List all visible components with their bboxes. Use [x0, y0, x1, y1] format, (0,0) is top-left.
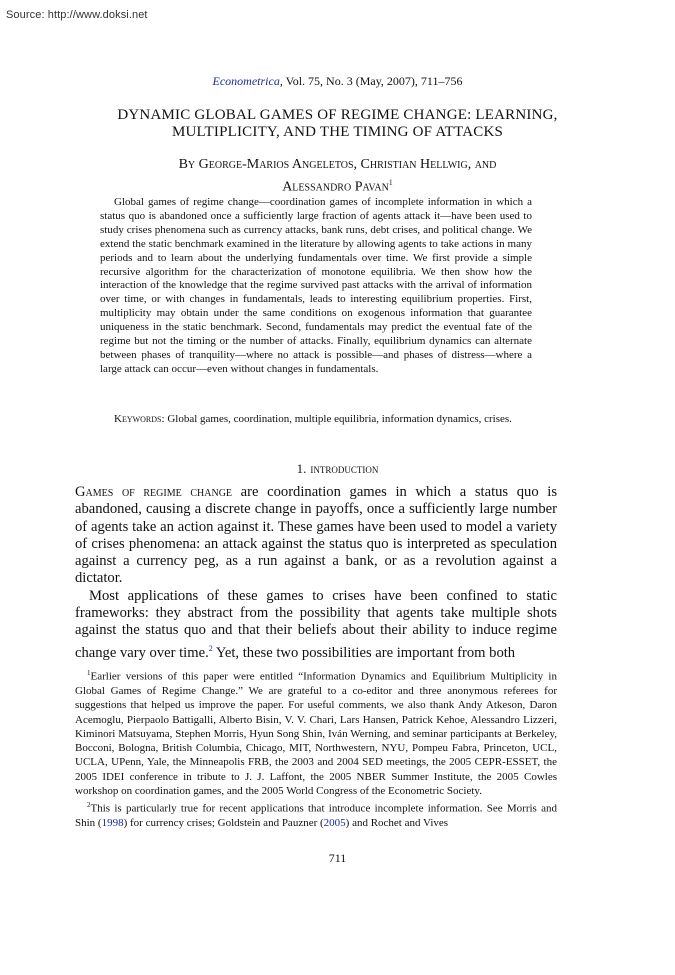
journal-citation [0, 74, 675, 89]
title-line-1: DYNAMIC GLOBAL GAMES OF REGIME CHANGE: LEARNING, [117, 107, 558, 123]
keywords-text: Global games, coordination, multiple equilibria, information dynamics, crises. [164, 413, 512, 425]
paper-title [60, 107, 615, 141]
footnote-2 [75, 798, 557, 830]
section-number: 1. [296, 461, 307, 476]
body-text [75, 484, 557, 662]
paragraph-2-text-a: Most applications of these games to crises have been confined to static frameworks: they abstract from the possibility that agents take multiple shots against the status quo and that their beliefs about their ability to induce regime change vary over time. [75, 587, 557, 661]
keywords-label: Keywords: [114, 413, 165, 425]
paragraph-2-text-b: Yet, these two possibilities are important from both [212, 644, 516, 661]
footnote-2-link[interactable]: 2 [208, 643, 213, 653]
footnote-2-text-a: This is particularly true for recent applications that introduce incomplete information. See Morris and Shin ( [75, 802, 557, 830]
footnote-1 [75, 666, 557, 798]
body-paragraph-1 [75, 484, 557, 588]
journal-volume-info: , Vol. 75, No. 3 (May, 2007), 711–756 [279, 74, 463, 88]
abstract: Global games of regime change—coordination games of incomplete information in which a status quo is abandoned once a sufficiently large fraction of agents attack it—have been used to study crises phenomena such as currency attacks, bank runs, debt crises, and political change. We extend the static benchmark examined in the literature by allowing agents to take actions in many periods and to learn about the underlying fundamentals over time. We first provide a simple recursive algorithm for the characterization of monotone equilibria. We then show how the interaction of the knowledge that the regime survived past attacks with the arrival of information over time, or with changes in fundamentals, leads to interesting equilibrium properties. First, multiplicity may obtain under the same conditions on exogenous information that guarantee uniqueness in the static benchmark. Second, fundamentals may predict the eventual fate of the regime but not the timing or the number of attacks. Finally, equilibrium dynamics can alternate between phases of tranquility—where no attack is possible—and phases of distress—where a large attack can occur—even without changes in fundamentals. [100, 196, 532, 375]
citation-link-2005[interactable]: 2005 [323, 817, 346, 830]
author-footnote-link[interactable]: 1 [388, 178, 393, 187]
title-line-2: MULTIPLICITY, AND THE TIMING OF ATTACKS [171, 124, 504, 140]
journal-name-link[interactable]: Econometrica [212, 74, 280, 88]
authors-line-2-wrap [80, 174, 595, 197]
footnote-1-text: Earlier versions of this paper were entitled “Information Dynamics and Equilibrium Multiplicity in Global Games of Regime Change.” We are grateful to a co-editor and three anonymous referees for suggestions that helped us improve the paper. For useful comments, we also thank Andy Atkeson, Daron Acemoglu, Pierpaolo Battigalli, Alberto Bisin, V. V. Chari, Lars Hansen, Patrick Kehoe, Alessandro Lizzeri, Kiminori Matsuyama, Stephen Morris, Hyun Song Shin, Iván Werning, and seminar participants at Berkeley, Bocconi, Bologna, British Columbia, Chicago, MIT, Northwestern, NYU, Pompeu Fabra, Princeton, UCL, UCLA, UPenn, Yale, the Minneapolis FRB, the 2003 and 2004 SED meetings, the 2005 CEPR-ESSET, the 2005 IDEI conference in tribute to J. J. Laffont, the 2005 NBER Summer Institute, the 2005 Cowles workshop on coordination games, and the 2005 World Congress of the Econometric Society. [75, 670, 557, 798]
paragraph-1-text: are coordination games in which a status quo is abandoned, causing a discrete change in payoffs, once a sufficiently large number of agents take an action against it. These games have been used to model a variety of crises phenomena: an attack against the status quo is interpreted as speculation against a currency peg, as a run against a bank, or as a revolution against a dictator. [75, 484, 558, 587]
footnote-2-text-b: ) for currency crises; Goldstein and Pauzner ( [123, 817, 324, 830]
paper-authors [80, 156, 595, 197]
footnote-2-text-c: ) and Rochet and Vives [345, 817, 449, 830]
authors-line-1: By George-Marios Angeletos, Christian Hellwig, and [178, 157, 497, 172]
keywords [100, 413, 532, 427]
authors-line-2: Alessandro Pavan [282, 179, 389, 195]
footnote-1-mark: 1 [87, 669, 91, 677]
footnotes [75, 666, 557, 831]
paragraph-lead-in: Games of regime change [75, 484, 233, 500]
body-paragraph-2 [75, 588, 557, 662]
page-number: 711 [328, 851, 347, 865]
section-title: introduction [310, 461, 379, 476]
source-label: Source: http://www.doksi.net [6, 9, 148, 21]
section-heading [0, 461, 675, 477]
footnote-2-mark: 2 [87, 801, 91, 810]
citation-link-1998[interactable]: 1998 [101, 817, 124, 830]
